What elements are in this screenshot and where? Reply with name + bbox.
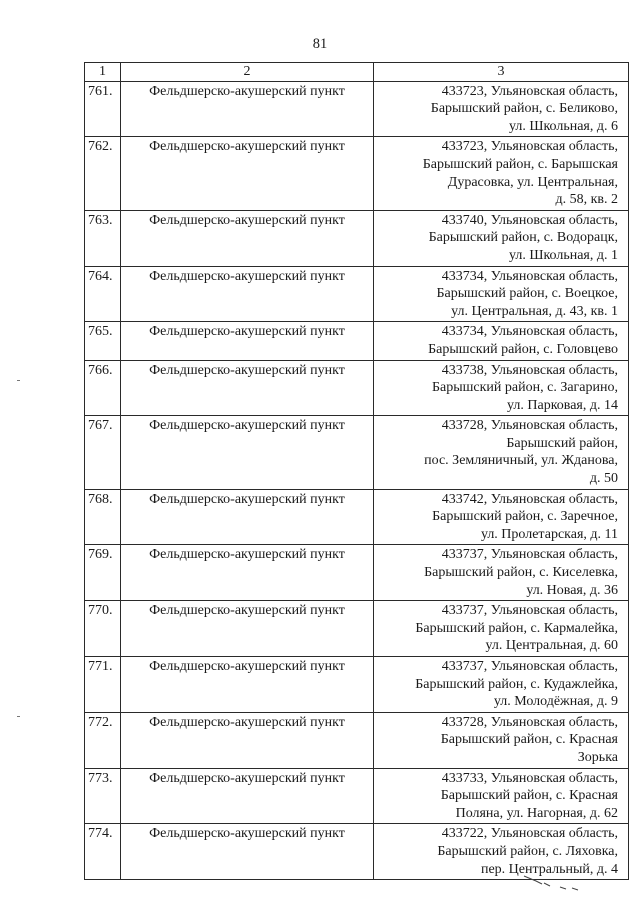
row-number: 768. xyxy=(85,489,121,545)
address-line: 433737, Ульяновская область, xyxy=(441,603,618,619)
row-number: 770. xyxy=(85,601,121,657)
table-row xyxy=(85,657,629,713)
address-line: Барышский район, с. Красная xyxy=(440,732,618,748)
margin-mark xyxy=(17,716,20,717)
address-line: д. 50 xyxy=(589,471,618,487)
address-line: Барышский район, с. Кармалейка, xyxy=(415,620,618,636)
facility-address xyxy=(374,824,629,880)
address-line: Барышский район, с. Головцево xyxy=(428,341,618,357)
row-number: 769. xyxy=(85,545,121,601)
address-line: Барышский район, с. Барышская xyxy=(422,156,618,172)
address-line: 433738, Ульяновская область, xyxy=(441,362,618,378)
table-row xyxy=(85,137,629,210)
address-line: 433722, Ульяновская область, xyxy=(441,826,618,842)
column-header-name: 2 xyxy=(121,63,374,82)
facility-address xyxy=(374,657,629,713)
address-line: ул. Парковая, д. 14 xyxy=(507,397,618,413)
margin-mark xyxy=(17,380,20,381)
facility-name: Фельдшерско-акушерский пункт xyxy=(121,489,374,545)
address-line: Поляна, ул. Нагорная, д. 62 xyxy=(455,805,618,821)
address-line: Барышский район, с. Заречное, xyxy=(432,509,618,525)
row-number: 772. xyxy=(85,712,121,768)
address-line: ул. Центральная, д. 60 xyxy=(485,638,618,654)
table-row xyxy=(85,768,629,824)
column-header-number: 1 xyxy=(85,63,121,82)
facility-name: Фельдшерско-акушерский пункт xyxy=(121,322,374,360)
address-line: д. 58, кв. 2 xyxy=(555,192,618,208)
table-row xyxy=(85,489,629,545)
address-line: 433734, Ульяновская область, xyxy=(441,324,618,340)
table-row xyxy=(85,545,629,601)
table-row xyxy=(85,266,629,322)
facility-address xyxy=(374,360,629,416)
address-line: Зорька xyxy=(577,749,618,765)
address-line: Барышский район, xyxy=(506,435,618,451)
address-line: пос. Земляничный, ул. Жданова, xyxy=(424,453,618,469)
address-line: ул. Пролетарская, д. 11 xyxy=(480,526,618,542)
facility-address xyxy=(374,768,629,824)
facilities-table xyxy=(84,62,629,880)
facility-name: Фельдшерско-акушерский пункт xyxy=(121,210,374,266)
table-row xyxy=(85,416,629,489)
facility-name: Фельдшерско-акушерский пункт xyxy=(121,601,374,657)
address-line: Барышский район, с. Воецкое, xyxy=(436,286,618,302)
facility-address xyxy=(374,81,629,137)
row-number: 761. xyxy=(85,81,121,137)
row-number: 766. xyxy=(85,360,121,416)
address-line: 433740, Ульяновская область, xyxy=(441,212,618,228)
address-line: 433742, Ульяновская область, xyxy=(441,491,618,507)
address-line: Барышский район, с. Водорацк, xyxy=(428,230,618,246)
row-number: 764. xyxy=(85,266,121,322)
facility-address xyxy=(374,137,629,210)
facility-name: Фельдшерско-акушерский пункт xyxy=(121,81,374,137)
facility-name: Фельдшерско-акушерский пункт xyxy=(121,360,374,416)
facility-name: Фельдшерско-акушерский пункт xyxy=(121,824,374,880)
row-number: 771. xyxy=(85,657,121,713)
facility-address xyxy=(374,601,629,657)
table-header-row xyxy=(85,63,629,82)
address-line: пер. Центральный, д. 4 xyxy=(480,861,618,877)
address-line: 433728, Ульяновская область, xyxy=(441,714,618,730)
facility-name: Фельдшерско-акушерский пункт xyxy=(121,545,374,601)
address-line: 433723, Ульяновская область, xyxy=(441,139,618,155)
facility-name: Фельдшерско-акушерский пункт xyxy=(121,416,374,489)
address-line: Барышский район, с. Кудажлейка, xyxy=(415,676,618,692)
row-number: 763. xyxy=(85,210,121,266)
row-number: 774. xyxy=(85,824,121,880)
facility-name: Фельдшерско-акушерский пункт xyxy=(121,137,374,210)
address-line: ул. Молодёжная, д. 9 xyxy=(493,694,618,710)
table-row xyxy=(85,601,629,657)
facility-address xyxy=(374,266,629,322)
row-number: 767. xyxy=(85,416,121,489)
table-row xyxy=(85,210,629,266)
address-line: 433737, Ульяновская область, xyxy=(441,659,618,674)
address-line: Барышский район, с. Киселевка, xyxy=(424,565,618,581)
address-line: Барышский район, с. Загарино, xyxy=(431,380,618,396)
facility-address xyxy=(374,489,629,545)
address-line: 433723, Ульяновская область, xyxy=(441,83,618,99)
address-line: Барышский район, с. Ляховка, xyxy=(437,843,618,859)
row-number: 773. xyxy=(85,768,121,824)
address-line: 433734, Ульяновская область, xyxy=(441,268,618,284)
address-line: 433737, Ульяновская область, xyxy=(441,547,618,563)
address-line: Дурасовка, ул. Центральная, xyxy=(447,174,618,190)
facility-address xyxy=(374,416,629,489)
facility-address xyxy=(374,545,629,601)
row-number: 762. xyxy=(85,137,121,210)
address-line: ул. Школьная, д. 6 xyxy=(508,118,618,134)
address-line: ул. Школьная, д. 1 xyxy=(508,247,618,263)
facility-name: Фельдшерско-акушерский пункт xyxy=(121,768,374,824)
handwritten-mark xyxy=(522,872,582,892)
address-line: Барышский район, с. Красная xyxy=(440,788,618,804)
table-row xyxy=(85,322,629,360)
page-number: 81 xyxy=(312,36,328,52)
address-line: 433728, Ульяновская область, xyxy=(441,418,618,434)
address-line: ул. Новая, д. 36 xyxy=(526,582,618,598)
column-header-address: 3 xyxy=(374,63,629,82)
table-row xyxy=(85,81,629,137)
facility-name: Фельдшерско-акушерский пункт xyxy=(121,657,374,713)
facility-name: Фельдшерско-акушерский пункт xyxy=(121,712,374,768)
address-line: Барышский район, с. Беликово, xyxy=(430,101,618,117)
table-row xyxy=(85,712,629,768)
row-number: 765. xyxy=(85,322,121,360)
table-row xyxy=(85,360,629,416)
facility-address xyxy=(374,322,629,360)
address-line: 433733, Ульяновская область, xyxy=(441,770,618,786)
facility-address xyxy=(374,712,629,768)
facility-address xyxy=(374,210,629,266)
facility-name: Фельдшерско-акушерский пункт xyxy=(121,266,374,322)
address-line: ул. Центральная, д. 43, кв. 1 xyxy=(451,303,618,319)
